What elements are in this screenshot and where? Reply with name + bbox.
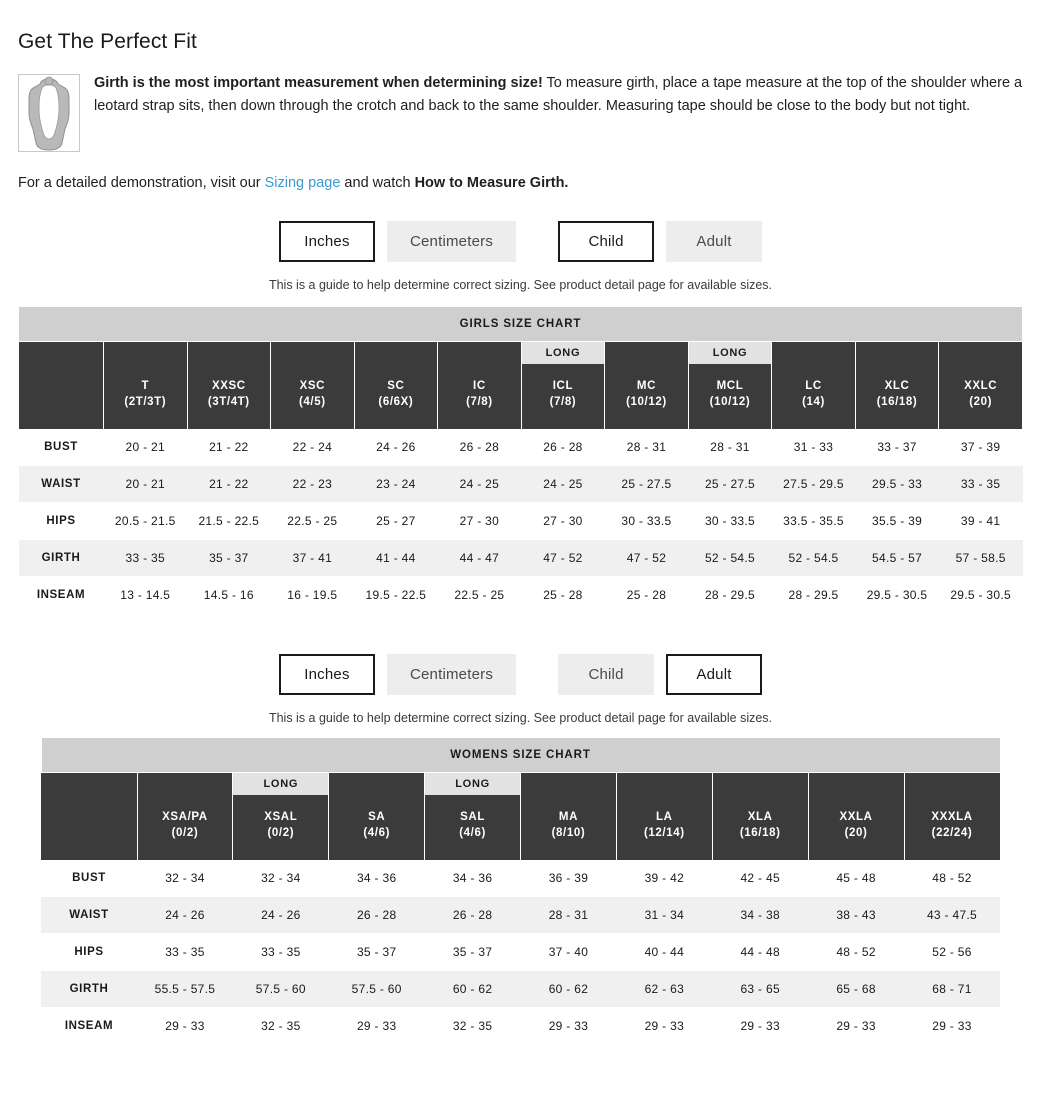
adult-toggle-row — [18, 654, 1023, 695]
girls-row-2-label: HIPS — [19, 503, 104, 540]
womens-r4c1: 32 - 35 — [233, 1007, 329, 1044]
child-toggle-row — [18, 221, 1023, 262]
girls-r3c9: 54.5 - 57 — [855, 540, 939, 577]
girls-chart-title: GIRLS SIZE CHART — [19, 307, 1023, 342]
intro-section — [18, 72, 1023, 152]
womens-r4c4: 29 - 33 — [521, 1007, 617, 1044]
womens-size-table — [41, 737, 1001, 1045]
girls-col-3-code: SC — [387, 379, 405, 392]
girls-col-10 — [939, 364, 1023, 429]
womens-long-3: LONG — [425, 773, 521, 795]
adult-units-group — [279, 654, 516, 695]
girls-r3c3: 41 - 44 — [354, 540, 438, 577]
womens-long-6 — [712, 773, 808, 795]
detail-mid: and watch — [340, 175, 415, 191]
girls-chart-title-row — [19, 307, 1023, 342]
detail-prefix: For a detailed demonstration, visit our — [18, 175, 265, 191]
girls-col-9 — [855, 364, 939, 429]
girls-col-1-code: XXSC — [211, 379, 246, 392]
girls-long-1 — [187, 342, 271, 364]
womens-row-3-label: GIRTH — [41, 970, 137, 1007]
girls-row-4-label: INSEAM — [19, 577, 104, 614]
girls-r1c0: 20 - 21 — [104, 466, 188, 503]
womens-col-0 — [137, 795, 233, 860]
girls-col-0-range: (2T/3T) — [124, 396, 167, 409]
page-title: Get The Perfect Fit — [18, 30, 197, 53]
girls-r3c2: 37 - 41 — [271, 540, 355, 577]
womens-r0c6: 42 - 45 — [712, 860, 808, 897]
girls-col-1 — [187, 364, 271, 429]
girls-r1c7: 25 - 27.5 — [688, 466, 772, 503]
girls-row-1-label: WAIST — [19, 466, 104, 503]
womens-col-0-range: (0/2) — [171, 827, 199, 840]
girls-r2c1: 21.5 - 22.5 — [187, 503, 271, 540]
womens-col-2-code: SA — [368, 810, 386, 823]
girls-r1c8: 27.5 - 29.5 — [772, 466, 856, 503]
womens-r4c2: 29 - 33 — [329, 1007, 425, 1044]
girls-col-6 — [605, 364, 689, 429]
womens-r1c6: 34 - 38 — [712, 896, 808, 933]
girls-r2c2: 22.5 - 25 — [271, 503, 355, 540]
girls-r4c1: 14.5 - 16 — [187, 577, 271, 614]
table-row — [19, 577, 1023, 614]
girls-col-4 — [438, 364, 522, 429]
womens-col-8-range: (22/24) — [931, 827, 973, 840]
womens-r0c5: 39 - 42 — [616, 860, 712, 897]
girls-r0c2: 22 - 24 — [271, 429, 355, 466]
child-units-group — [279, 221, 516, 262]
girls-long-7: LONG — [688, 342, 772, 364]
womens-col-3-range: (4/6) — [459, 827, 486, 840]
girls-col-7-range: (10/12) — [709, 396, 751, 409]
table-row — [41, 933, 1000, 970]
womens-guide-note: This is a guide to help determine correct sizing. See product detail page for available sizes. — [268, 711, 773, 726]
womens-row-1-label: WAIST — [41, 896, 137, 933]
girls-r0c5: 26 - 28 — [521, 429, 605, 466]
girls-col-8-range: (14) — [802, 396, 825, 409]
girls-r3c5: 47 - 52 — [521, 540, 605, 577]
womens-col-1 — [233, 795, 329, 860]
womens-long-8 — [904, 773, 1000, 795]
girls-r0c7: 28 - 31 — [688, 429, 772, 466]
girls-long-8 — [772, 342, 856, 364]
girls-r1c10: 33 - 35 — [939, 466, 1023, 503]
womens-r4c5: 29 - 33 — [616, 1007, 712, 1044]
intro-text — [94, 72, 1023, 119]
girls-r4c0: 13 - 14.5 — [104, 577, 188, 614]
womens-r1c3: 26 - 28 — [425, 896, 521, 933]
girls-col-6-code: MC — [636, 379, 656, 392]
womens-header-row — [41, 795, 1000, 860]
girls-header-row — [19, 364, 1023, 429]
table-row — [41, 860, 1000, 897]
womens-chart-title-row — [41, 738, 1000, 773]
womens-r3c5: 62 - 63 — [616, 970, 712, 1007]
womens-r2c5: 40 - 44 — [616, 933, 712, 970]
girls-r4c3: 19.5 - 22.5 — [354, 577, 438, 614]
leotard-figure-svg — [19, 75, 79, 151]
girls-col-1-range: (3T/4T) — [207, 396, 250, 409]
adult-audience-adult-button[interactable]: Adult — [666, 654, 762, 695]
girls-col-0 — [104, 364, 188, 429]
girls-col-0-code: T — [141, 379, 150, 392]
girls-long-0 — [104, 342, 188, 364]
girls-r2c10: 39 - 41 — [939, 503, 1023, 540]
intro-bold: Girth is the most important measurement when determining size! — [94, 75, 543, 91]
girls-col-5 — [521, 364, 605, 429]
womens-long-5 — [616, 773, 712, 795]
girls-r0c8: 31 - 33 — [772, 429, 856, 466]
womens-col-8-code: XXXLA — [931, 810, 973, 823]
table-row — [19, 503, 1023, 540]
womens-col-1-code: XSAL — [264, 810, 298, 823]
womens-r3c1: 57.5 - 60 — [233, 970, 329, 1007]
girls-r3c10: 57 - 58.5 — [939, 540, 1023, 577]
womens-r2c6: 44 - 48 — [712, 933, 808, 970]
womens-chart-title: WOMENS SIZE CHART — [41, 738, 1000, 773]
womens-r3c3: 60 - 62 — [425, 970, 521, 1007]
girls-row-3-label: GIRTH — [19, 540, 104, 577]
child-audience-group — [558, 221, 762, 262]
girls-r0c6: 28 - 31 — [605, 429, 689, 466]
girls-col-2-range: (4/5) — [299, 396, 326, 409]
girls-guide-note: This is a guide to help determine correct sizing. See product detail page for available sizes. — [268, 278, 773, 293]
girls-r2c3: 25 - 27 — [354, 503, 438, 540]
girls-r1c4: 24 - 25 — [438, 466, 522, 503]
womens-col-4 — [521, 795, 617, 860]
womens-row-2-label: HIPS — [41, 933, 137, 970]
table-row — [41, 970, 1000, 1007]
girls-long-6 — [605, 342, 689, 364]
womens-col-3-code: SAL — [460, 810, 485, 823]
girls-col-5-range: (7/8) — [549, 396, 577, 409]
girls-r3c7: 52 - 54.5 — [688, 540, 772, 577]
girls-col-3 — [354, 364, 438, 429]
womens-col-4-code: MA — [558, 810, 578, 823]
girls-r2c6: 30 - 33.5 — [605, 503, 689, 540]
girls-r0c1: 21 - 22 — [187, 429, 271, 466]
womens-r1c7: 38 - 43 — [808, 896, 904, 933]
womens-col-3 — [425, 795, 521, 860]
adult-unit-inches-button[interactable]: Inches — [279, 654, 375, 695]
girls-r1c5: 24 - 25 — [521, 466, 605, 503]
womens-r4c6: 29 - 33 — [712, 1007, 808, 1044]
womens-col-8 — [904, 795, 1000, 860]
girls-r1c2: 22 - 23 — [271, 466, 355, 503]
toggle-spacer — [530, 221, 544, 262]
girls-r3c8: 52 - 54.5 — [772, 540, 856, 577]
table-row — [19, 540, 1023, 577]
girls-col-9-range: (16/18) — [876, 396, 918, 409]
table-row — [19, 466, 1023, 503]
womens-r1c5: 31 - 34 — [616, 896, 712, 933]
girls-r2c9: 35.5 - 39 — [855, 503, 939, 540]
womens-long-1: LONG — [233, 773, 329, 795]
girls-r3c0: 33 - 35 — [104, 540, 188, 577]
womens-r2c2: 35 - 37 — [329, 933, 425, 970]
girls-r0c10: 37 - 39 — [939, 429, 1023, 466]
girls-header-corner — [19, 364, 104, 429]
girls-long-10 — [939, 342, 1023, 364]
womens-r0c3: 34 - 36 — [425, 860, 521, 897]
girls-col-2-code: XSC — [299, 379, 326, 392]
adult-unit-centimeters-button[interactable]: Centimeters — [387, 654, 516, 695]
womens-r1c1: 24 - 26 — [233, 896, 329, 933]
womens-col-7 — [808, 795, 904, 860]
girls-col-3-range: (6/6X) — [378, 396, 414, 409]
girls-long-2 — [271, 342, 355, 364]
sizing-page-link[interactable]: Sizing page — [264, 175, 341, 191]
adult-audience-child-button[interactable]: Child — [558, 654, 654, 695]
girls-col-7-code: MCL — [716, 379, 744, 392]
girls-long-5: LONG — [521, 342, 605, 364]
girls-r2c0: 20.5 - 21.5 — [104, 503, 188, 540]
womens-r4c7: 29 - 33 — [808, 1007, 904, 1044]
girls-col-10-range: (20) — [969, 396, 993, 409]
girls-col-7 — [688, 364, 772, 429]
girls-r1c9: 29.5 - 33 — [855, 466, 939, 503]
womens-col-5-range: (12/14) — [643, 827, 685, 840]
womens-r0c8: 48 - 52 — [904, 860, 1000, 897]
girls-r4c6: 25 - 28 — [605, 577, 689, 614]
womens-col-6 — [712, 795, 808, 860]
womens-col-7-code: XXLA — [839, 810, 873, 823]
girls-col-4-range: (7/8) — [466, 396, 493, 409]
womens-table-wrap — [18, 737, 1023, 1045]
womens-col-0-code: XSA/PA — [162, 810, 208, 823]
detail-bold: How to Measure Girth. — [414, 175, 569, 191]
womens-r3c4: 60 - 62 — [521, 970, 617, 1007]
girls-col-6-range: (10/12) — [626, 396, 667, 409]
adult-audience-group — [558, 654, 762, 695]
womens-r0c2: 34 - 36 — [329, 860, 425, 897]
womens-row-0-label: BUST — [41, 860, 137, 897]
womens-long-7 — [808, 773, 904, 795]
womens-r3c2: 57.5 - 60 — [329, 970, 425, 1007]
girls-r1c6: 25 - 27.5 — [605, 466, 689, 503]
womens-col-5-code: LA — [656, 810, 673, 823]
womens-long-2 — [329, 773, 425, 795]
girls-long-row — [19, 342, 1023, 364]
womens-col-6-range: (16/18) — [739, 827, 781, 840]
girls-table-wrap — [18, 306, 1023, 614]
womens-r1c8: 43 - 47.5 — [904, 896, 1000, 933]
womens-r2c3: 35 - 37 — [425, 933, 521, 970]
womens-r2c0: 33 - 35 — [137, 933, 233, 970]
girls-long-4 — [438, 342, 522, 364]
womens-r3c7: 65 - 68 — [808, 970, 904, 1007]
child-unit-centimeters-button[interactable]: Centimeters — [387, 221, 516, 262]
detail-line — [18, 172, 1023, 195]
leotard-figure-icon — [18, 74, 80, 152]
child-audience-adult-button[interactable]: Adult — [666, 221, 762, 262]
womens-col-4-range: (8/10) — [551, 827, 586, 840]
girls-r4c8: 28 - 29.5 — [772, 577, 856, 614]
girls-r4c9: 29.5 - 30.5 — [855, 577, 939, 614]
girls-long-3 — [354, 342, 438, 364]
womens-r2c7: 48 - 52 — [808, 933, 904, 970]
girls-r2c7: 30 - 33.5 — [688, 503, 772, 540]
womens-r4c0: 29 - 33 — [137, 1007, 233, 1044]
womens-r1c0: 24 - 26 — [137, 896, 233, 933]
girls-r2c4: 27 - 30 — [438, 503, 522, 540]
womens-row-4-label: INSEAM — [41, 1007, 137, 1044]
girls-row-0-label: BUST — [19, 429, 104, 466]
womens-long-row — [41, 773, 1000, 795]
girls-r0c0: 20 - 21 — [104, 429, 188, 466]
girls-col-8-code: LC — [805, 379, 822, 392]
girls-col-4-code: IC — [473, 379, 486, 392]
womens-r0c7: 45 - 48 — [808, 860, 904, 897]
womens-r3c6: 63 - 65 — [712, 970, 808, 1007]
womens-r2c1: 33 - 35 — [233, 933, 329, 970]
girls-r4c2: 16 - 19.5 — [271, 577, 355, 614]
girls-r4c5: 25 - 28 — [521, 577, 605, 614]
womens-long-4 — [521, 773, 617, 795]
girls-col-9-code: XLC — [884, 379, 910, 392]
girls-r3c1: 35 - 37 — [187, 540, 271, 577]
womens-col-6-code: XLA — [747, 810, 773, 823]
girls-r3c4: 44 - 47 — [438, 540, 522, 577]
womens-long-corner — [41, 773, 137, 795]
girls-long-corner — [19, 342, 104, 364]
womens-col-1-range: (0/2) — [267, 827, 295, 840]
womens-r0c4: 36 - 39 — [521, 860, 617, 897]
womens-r2c4: 37 - 40 — [521, 933, 617, 970]
girls-r2c8: 33.5 - 35.5 — [772, 503, 856, 540]
womens-r1c2: 26 - 28 — [329, 896, 425, 933]
girls-r1c3: 23 - 24 — [354, 466, 438, 503]
girls-col-2 — [271, 364, 355, 429]
womens-r3c8: 68 - 71 — [904, 970, 1000, 1007]
girls-r4c4: 22.5 - 25 — [438, 577, 522, 614]
table-row — [41, 896, 1000, 933]
girls-r0c3: 24 - 26 — [354, 429, 438, 466]
girls-r4c7: 28 - 29.5 — [688, 577, 772, 614]
girls-long-9 — [855, 342, 939, 364]
girls-col-10-code: XXLC — [964, 379, 998, 392]
womens-r0c0: 32 - 34 — [137, 860, 233, 897]
girls-r1c1: 21 - 22 — [187, 466, 271, 503]
womens-col-5 — [616, 795, 712, 860]
womens-r1c4: 28 - 31 — [521, 896, 617, 933]
girls-col-8 — [772, 364, 856, 429]
intro-rest: To measure girth, place a tape measure at the top of the shoulder where a leotard strap sits, then down through the crotch and back to the same shoulder. Measuring tape should be close to the body but not tight. — [94, 75, 1023, 115]
womens-col-2 — [329, 795, 425, 860]
size-guide-page — [0, 30, 1041, 1061]
womens-long-0 — [137, 773, 233, 795]
girls-size-table — [18, 306, 1023, 614]
table-row — [41, 1007, 1000, 1044]
womens-col-7-range: (20) — [844, 827, 868, 840]
girls-r4c10: 29.5 - 30.5 — [939, 577, 1023, 614]
girls-r3c6: 47 - 52 — [605, 540, 689, 577]
womens-col-2-range: (4/6) — [363, 827, 391, 840]
girls-col-5-code: ICL — [552, 379, 574, 392]
adult-block — [18, 654, 1023, 1045]
girls-r0c4: 26 - 28 — [438, 429, 522, 466]
girls-r2c5: 27 - 30 — [521, 503, 605, 540]
child-audience-child-button[interactable]: Child — [558, 221, 654, 262]
womens-r0c1: 32 - 34 — [233, 860, 329, 897]
girls-r0c9: 33 - 37 — [855, 429, 939, 466]
womens-r4c3: 32 - 35 — [425, 1007, 521, 1044]
womens-header-corner — [41, 795, 137, 860]
toggle-spacer-2 — [530, 654, 544, 695]
child-unit-inches-button[interactable]: Inches — [279, 221, 375, 262]
womens-r3c0: 55.5 - 57.5 — [137, 970, 233, 1007]
table-row — [19, 429, 1023, 466]
womens-r2c8: 52 - 56 — [904, 933, 1000, 970]
womens-r4c8: 29 - 33 — [904, 1007, 1000, 1044]
